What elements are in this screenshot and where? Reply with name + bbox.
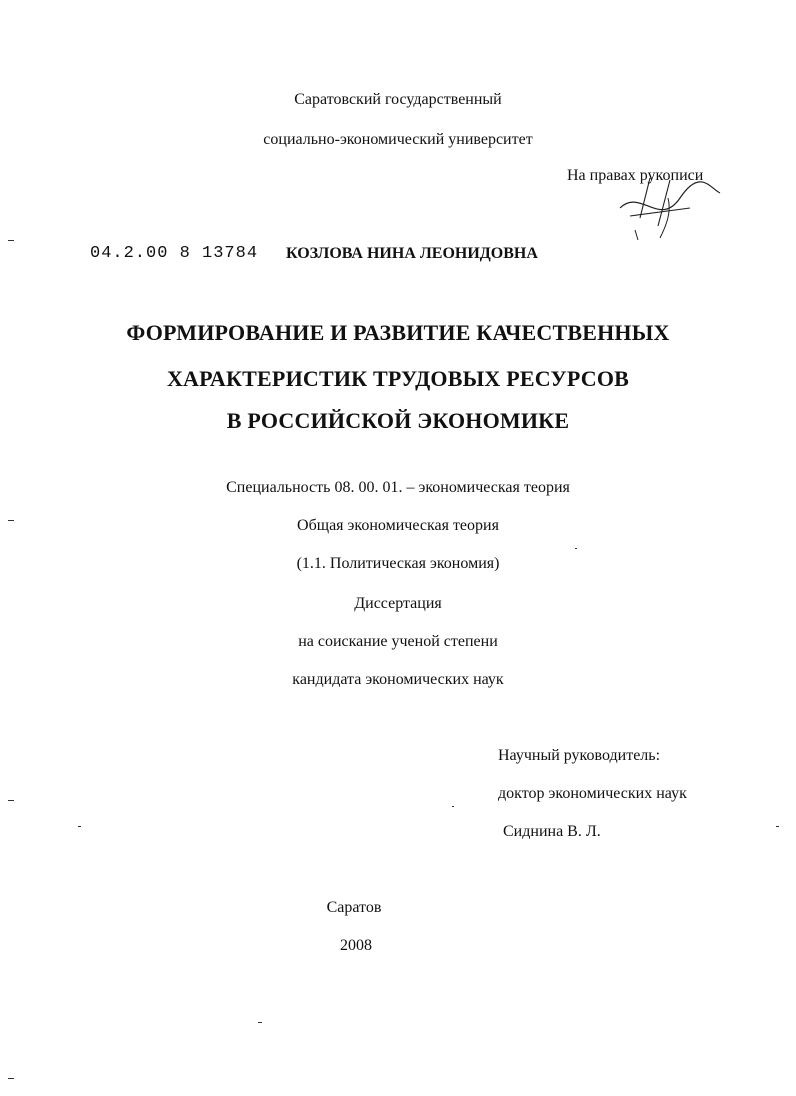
scan-mark xyxy=(575,548,577,549)
scan-mark xyxy=(8,800,14,801)
scan-mark xyxy=(8,240,14,241)
dissertation-title-line1: ФОРМИРОВАНИЕ И РАЗВИТИЕ КАЧЕСТВЕННЫХ xyxy=(126,320,670,345)
city: Саратов xyxy=(326,899,382,916)
supervisor-label: Научный руководитель: xyxy=(498,747,661,764)
scan-mark xyxy=(452,806,454,807)
supervisor-name: Сиднина В. Л. xyxy=(503,823,601,840)
field-line: Общая экономическая теория xyxy=(297,517,499,534)
scan-mark xyxy=(8,520,14,521)
university-name-line1: Саратовский государственный xyxy=(294,91,502,108)
supervisor-degree: доктор экономических наук xyxy=(498,785,687,802)
document-type: Диссертация xyxy=(354,595,442,612)
handwritten-signature xyxy=(610,168,730,248)
subfield-line: (1.1. Политическая экономия) xyxy=(296,555,500,572)
dissertation-title-line3: В РОССИЙСКОЙ ЭКОНОМИКЕ xyxy=(226,408,570,433)
scan-mark xyxy=(258,1022,262,1023)
degree-line1: на соискание ученой степени xyxy=(298,633,498,650)
dissertation-title-line2: ХАРАКТЕРИСТИК ТРУДОВЫХ РЕСУРСОВ xyxy=(166,366,630,391)
registry-code: 04.2.00 8 13784 xyxy=(90,244,259,263)
degree-line2: кандидата экономических наук xyxy=(292,671,504,688)
scan-mark xyxy=(78,826,81,827)
author-name: КОЗЛОВА НИНА ЛЕОНИДОВНА xyxy=(286,245,538,262)
specialty-line: Специальность 08. 00. 01. – экономическая теория xyxy=(226,479,570,496)
scan-mark xyxy=(8,1078,14,1079)
university-name-line2: социально-экономический университет xyxy=(263,131,533,148)
year: 2008 xyxy=(340,937,372,954)
manuscript-rights-label: На правах рукописи xyxy=(567,167,704,184)
scan-mark xyxy=(776,826,779,827)
